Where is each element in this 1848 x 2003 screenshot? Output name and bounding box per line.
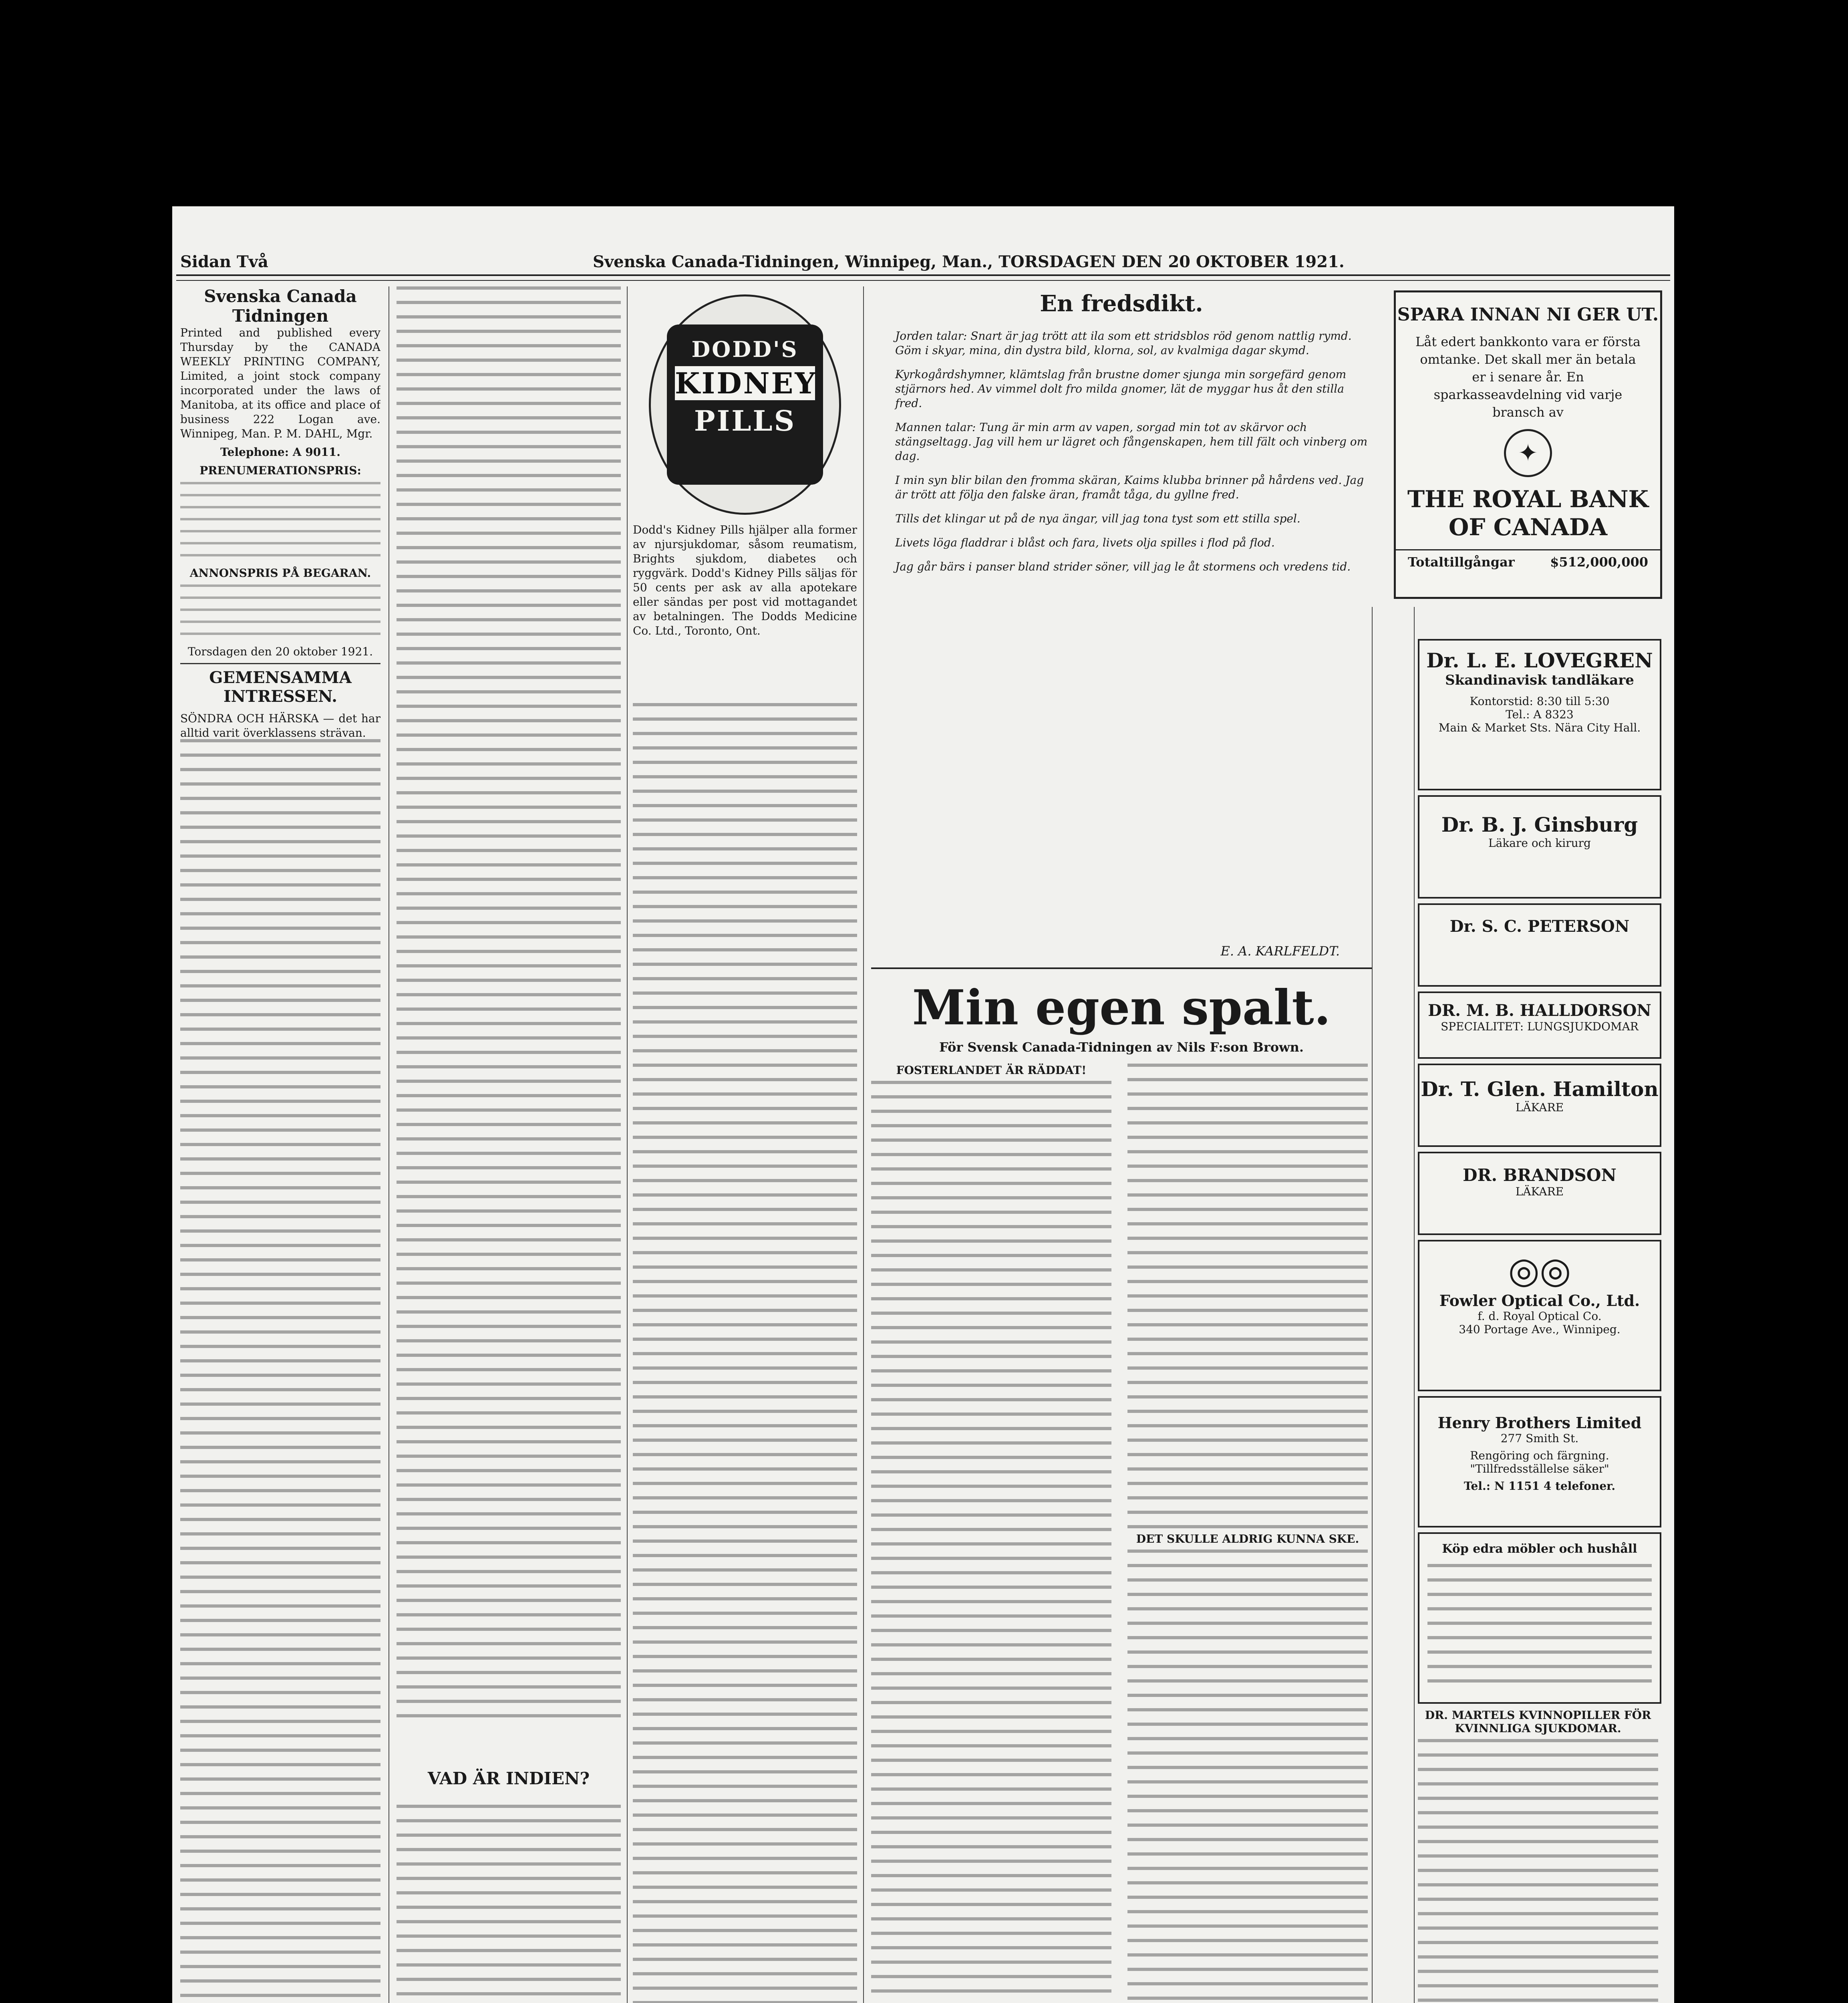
masthead	[172, 206, 1674, 270]
poem-stanza: I min syn blir bilan den fromma skäran, Kaims klubba brinner på hårdens ved. Jag är trött att följa den falske äran, framåt tåga, du gyllne fred.	[895, 474, 1364, 501]
bank-total-label: Totaltillgångar	[1408, 554, 1515, 570]
subhead: DET SKULLE ALDRIG KUNNA SKE.	[1136, 1532, 1359, 1546]
ad-rates	[180, 584, 380, 641]
column-3-body	[633, 703, 857, 2003]
poem-stanza: Tills det klingar ut på de nya ängar, vill jag tona tyst som ett stilla spel.	[895, 512, 1300, 525]
column-1	[180, 286, 380, 2003]
poem	[871, 329, 1372, 574]
column-2	[397, 286, 621, 2003]
column-byline: För Svensk Canada-Tidningen av Nils F:son Brown.	[939, 1040, 1304, 1055]
publisher-text: Printed and published every Thursday by the CANADA WEEKLY PRINTING COMPANY, Limited, a joint stock company incorporated under the laws of Manitoba, at its office and place of business 222 Logan ave. Winnipeg, Man. P. M. DAHL, Mgr.	[180, 326, 380, 440]
poem-author: E. A. KARLFELDT.	[1220, 943, 1340, 959]
poem-stanza: Jag går bärs i panser bland strider söner, vill jag le åt stormens och vredens tid.	[895, 560, 1351, 573]
column-right	[1127, 1064, 1368, 2003]
date-line: Torsdagen den 20 oktober 1921.	[188, 645, 373, 658]
telephone: Telephone: A 9011.	[220, 445, 340, 459]
column-3	[633, 286, 857, 2003]
halldorson-ad: DR. M. B. HALLDORSON SPECIALITET: LUNGSJUKDOMAR	[1418, 991, 1661, 1059]
column-left	[871, 1064, 1111, 2003]
fowler-optical-ad: ◎◎ Fowler Optical Co., Ltd. f. d. Royal Optical Co. 340 Portage Ave., Winnipeg.	[1418, 1240, 1661, 1391]
paper-line: Svenska Canada-Tidningen, Winnipeg, Man., TORSDAGEN DEN 20 OKTOBER 1921.	[593, 252, 1345, 271]
article-lead: SÖNDRA OCH HÄRSKA — det har alltid varit överklassens strävan.	[180, 712, 380, 740]
royal-bank-ad: SPARA INNAN NI GER UT. Låt edert bankkonto vara er första omtanke. Det skall mer än betala er i senare år. En sparkasseavdelning vid varje bransch av ✦ THE ROYAL BANK OF CANADA Totaltillgångar $512,000,000	[1394, 290, 1662, 599]
masthead-rule	[176, 274, 1670, 281]
poem-title: En fredsdikt.	[1040, 290, 1203, 317]
bank-crest-icon: ✦	[1504, 429, 1552, 477]
poem-stanza: Livets löga fladdrar i blåst och fara, livets olja spilles i flod på flod.	[895, 536, 1275, 549]
nameplate: Svenska Canada Tidningen	[204, 286, 357, 326]
subscription-head: PRENUMERATIONSPRIS:	[199, 464, 361, 477]
column-right-body-1	[1127, 1064, 1368, 1528]
poem-stanza: Mannen talar: Tung är min arm av vapen, sorgad min tot av skärvor och stängseltagg. Jag vill hem ur lägret och fångenskapen, hem till fält och vinberg om dag.	[895, 421, 1368, 463]
glasses-icon: ◎◎	[1508, 1249, 1571, 1292]
article-head: GEMENSAMMA INTRESSEN.	[209, 668, 352, 706]
column-left-body	[871, 1081, 1111, 2003]
column-right-body-2	[1127, 1550, 1368, 2003]
ginsburg-ad: Dr. B. J. Ginsburg Läkare och kirurg	[1418, 795, 1661, 899]
henry-brothers-ad: Henry Brothers Limited 277 Smith St. Rengöring och färgning. "Tillfredsställelse säker" Tel.: N 1151 4 telefoner.	[1418, 1396, 1661, 1527]
article-body	[180, 739, 380, 2003]
hamilton-ad: Dr. T. Glen. Hamilton LÄKARE	[1418, 1064, 1661, 1147]
poem-stanza: Jorden talar: Snart är jag trött att ila som ett stridsblos röd genom nattlig rymd. Göm i skyar, mina, din dystra bild, klorna, sol, av kvalmiga dagar skymd.	[895, 329, 1352, 357]
india-article-body	[397, 1805, 621, 2003]
dodds-label: DODD'S KIDNEY PILLS	[667, 324, 823, 485]
bank-total: $512,000,000	[1550, 554, 1648, 570]
page-label: Sidan Två	[180, 252, 268, 271]
column-2-body	[397, 286, 621, 1729]
subhead: FOSTERLANDET ÄR RÄDDAT!	[896, 1064, 1087, 1077]
article-head-india: VAD ÄR INDIEN?	[397, 1769, 621, 1788]
furniture-ad: Köp edra möbler och hushåll	[1418, 1532, 1661, 1704]
dodds-text: Dodd's Kidney Pills hjälper alla former av njursjukdomar, såsom reumatism, Brights sjukdom, diabetes och ryggvärk. Dodd's Kidney Pills säljas för 50 cents per ask av alla apotekare eller sändas per post vid mottagandet av betalningen. The Dodds Medicine Co. Ltd., Toronto, Ont.	[633, 523, 857, 637]
brandson-ad: DR. BRANDSON LÄKARE	[1418, 1152, 1661, 1235]
dodds-pill-box	[649, 294, 841, 515]
lovegren-ad: Dr. L. E. LOVEGREN Skandinavisk tandläkare Kontorstid: 8:30 till 5:30 Tel.: A 8323 Main & Market Sts. Nära City Hall.	[1418, 639, 1661, 790]
ads-head: ANNONSPRIS PÅ BEGARAN.	[189, 566, 371, 580]
price-table	[180, 482, 380, 562]
martels-notice: DR. MARTELS KVINNOPILLER FÖR KVINNLIGA SJUKDOMAR.	[1418, 1709, 1658, 2003]
poem-stanza: Kyrkogårdshymner, klämtslag från brustne domer sjunga min sorgefärd genom stjärnors hed. Av vimmel dolt fro milda gnomer, lät de myggar hus åt den stilla fred.	[895, 368, 1347, 410]
column-4	[871, 286, 1372, 2003]
peterson-ad: Dr. S. C. PETERSON	[1418, 903, 1661, 987]
newspaper-page	[172, 206, 1674, 2003]
column-title: Min egen spalt.	[912, 979, 1331, 1036]
